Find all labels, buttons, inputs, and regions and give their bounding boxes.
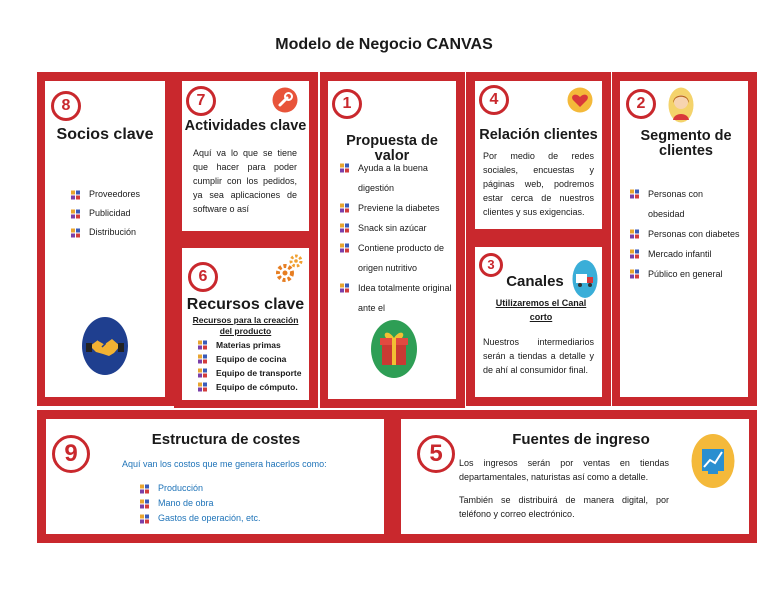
- bullet-icon: [198, 341, 207, 350]
- socios-list: [71, 185, 140, 242]
- woman-avatar-icon: [668, 87, 694, 123]
- canales-subtitle: Utilizaremos el Canal corto: [495, 298, 587, 322]
- number-badge: 9: [52, 435, 90, 473]
- recursos-subtitle: Recursos para la creación del producto: [192, 315, 299, 336]
- list-item: Contiene producto de origen nutritivo: [340, 238, 454, 278]
- number-badge: 4: [479, 85, 509, 115]
- list-item: Mano de obra: [140, 496, 261, 511]
- list-item: Distribución: [71, 223, 140, 242]
- canales-text: Nuestros intermediarios serán a tiendas a detalle y de ahí al consumidor final.: [483, 337, 594, 375]
- segmento-clientes-block: [612, 72, 757, 406]
- canales-block: [466, 238, 611, 406]
- fuentes-ingreso-block: [392, 410, 757, 543]
- number-badge: 3: [479, 253, 503, 277]
- bullet-icon: [630, 270, 639, 279]
- bullet-icon: [340, 204, 349, 213]
- costes-list: [140, 481, 261, 526]
- wrench-icon: [272, 87, 298, 113]
- relacion-heading: Relación clientes: [479, 127, 598, 143]
- gift-icon: [370, 319, 418, 379]
- actividades-text: Aquí va lo que se tiene que hacer para poder cumplir con los pedidos, ya sea aplicaciones de software o así: [193, 148, 297, 214]
- list-item: Mercado infantil: [630, 244, 742, 264]
- bullet-icon: [630, 250, 639, 259]
- list-item: Idea totalmente original ante el: [340, 278, 454, 318]
- recursos-clave-block: [174, 240, 318, 408]
- estructura-costes-block: [37, 410, 392, 543]
- truck-icon: [572, 259, 598, 299]
- bullet-icon: [340, 284, 349, 293]
- bullet-icon: [340, 164, 349, 173]
- socios-heading: Socios clave: [56, 126, 154, 143]
- bullet-icon: [198, 383, 207, 392]
- bullet-icon: [630, 190, 639, 199]
- list-item: Ayuda a la buena digestión: [340, 158, 454, 198]
- costes-intro: Aquí van los costos que me genera hacerlos como:: [122, 459, 327, 469]
- handshake-icon: [81, 316, 129, 376]
- list-item: Personas con obesidad: [630, 184, 742, 224]
- number-badge: 2: [626, 89, 656, 119]
- list-item: Personas con diabetes: [630, 224, 742, 244]
- heart-icon: [567, 87, 593, 113]
- page-title: Modelo de Negocio CANVAS: [275, 36, 493, 53]
- canales-heading: Canales: [506, 273, 564, 290]
- recursos-list: [198, 338, 301, 394]
- actividades-clave-block: [174, 72, 318, 240]
- number-badge: 5: [417, 435, 455, 473]
- segmento-heading: Segmento de clientes: [640, 128, 732, 160]
- list-item: Gastos de operación, etc.: [140, 511, 261, 526]
- bullet-icon: [198, 369, 207, 378]
- recursos-heading: Recursos clave: [186, 296, 305, 313]
- bullet-icon: [71, 209, 80, 218]
- socios-clave-block: [37, 72, 174, 406]
- list-item: Materias primas: [198, 338, 301, 352]
- actividades-heading: Actividades clave: [184, 118, 307, 134]
- number-badge: 6: [188, 262, 218, 292]
- ingresos-text-1: Los ingresos serán por ventas en tiendas departamentales, naturistas así como a detalle.: [459, 458, 669, 482]
- list-item: Equipo de transporte: [198, 366, 301, 380]
- bullet-icon: [630, 230, 639, 239]
- propuesta-heading: Propuesta de valor: [346, 133, 438, 165]
- propuesta-valor-block: [320, 72, 465, 408]
- number-badge: 1: [332, 89, 362, 119]
- list-item: Previene la diabetes: [340, 198, 454, 218]
- list-item: Proveedores: [71, 185, 140, 204]
- number-badge: 7: [186, 86, 216, 116]
- bullet-icon: [198, 355, 207, 364]
- bullet-icon: [71, 228, 80, 237]
- growth-chart-icon: [691, 433, 735, 489]
- bullet-icon: [140, 484, 149, 493]
- list-item: Producción: [140, 481, 261, 496]
- propuesta-list: [340, 158, 454, 318]
- ingresos-text-2: También se distribuirá de manera digital, por teléfono y correo electrónico.: [459, 495, 669, 519]
- number-badge: 8: [51, 91, 81, 121]
- bullet-icon: [140, 499, 149, 508]
- bullet-icon: [71, 190, 80, 199]
- ingresos-heading: Fuentes de ingreso: [512, 431, 650, 448]
- gears-icon: [274, 252, 304, 284]
- relacion-clientes-block: [466, 72, 611, 238]
- list-item: Equipo de cómputo.: [198, 380, 301, 394]
- costes-heading: Estructura de costes: [151, 431, 301, 448]
- list-item: Publicidad: [71, 204, 140, 223]
- bullet-icon: [340, 244, 349, 253]
- segmento-list: [630, 184, 742, 284]
- relacion-text: Por medio de redes sociales, encuestas y páginas web, podremos estar cerca de nuestros clientes y sus exigencias.: [483, 151, 594, 217]
- bullet-icon: [140, 514, 149, 523]
- list-item: Snack sin azúcar: [340, 218, 454, 238]
- list-item: Equipo de cocina: [198, 352, 301, 366]
- bullet-icon: [340, 224, 349, 233]
- list-item: Público en general: [630, 264, 742, 284]
